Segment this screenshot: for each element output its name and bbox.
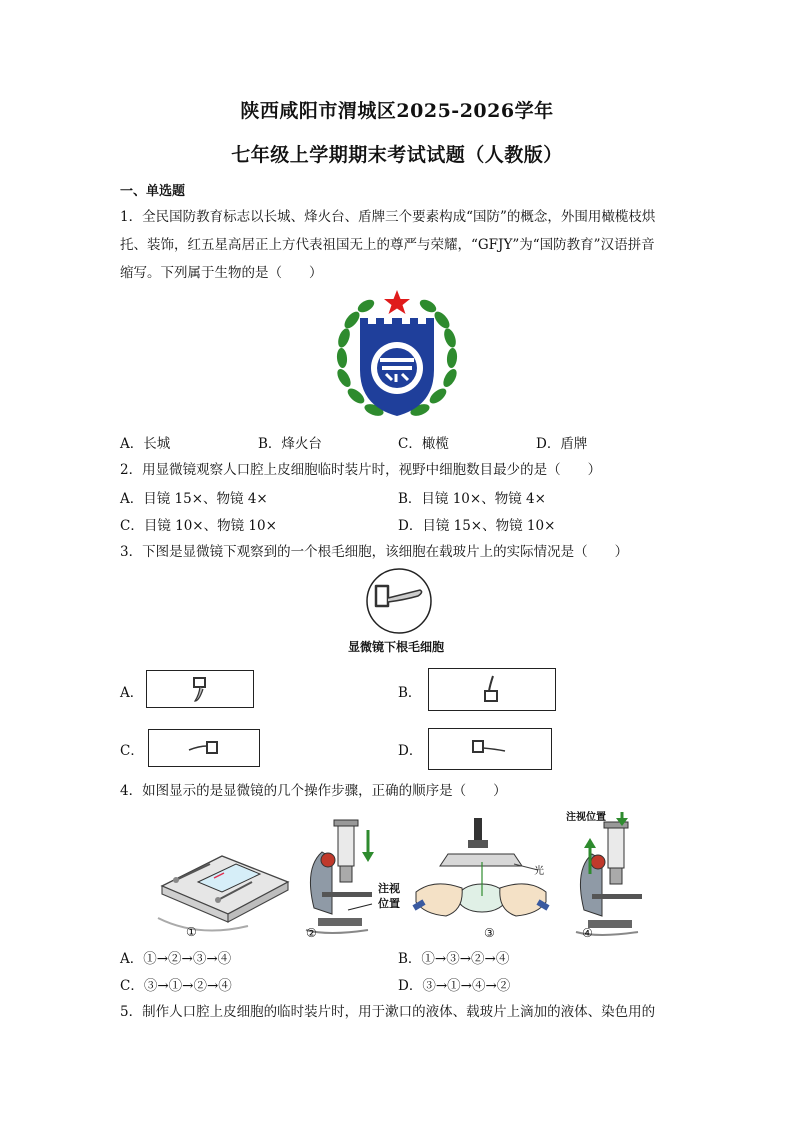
defense-emblem-icon: [330, 288, 464, 424]
q4-step4-number: ④: [582, 926, 593, 940]
q4-option-b[interactable]: B．①→③→②→④: [398, 951, 510, 967]
doc-title-line2: 七年级上学期期末考试试题（人教版）: [231, 144, 563, 166]
q1-option-d[interactable]: D．盾牌: [536, 436, 588, 452]
q1-stem-line1: 1．全民国防教育标志以长城、烽火台、盾牌三个要素构成“国防”的概念，外围用橄榄枝烘: [120, 209, 656, 225]
q4-option-c[interactable]: C．③→①→②→④: [120, 978, 232, 994]
q4-option-a[interactable]: A．①→②→③→④: [120, 951, 232, 967]
microscope-light-step3-icon: [414, 818, 548, 928]
q3-figure-caption: 显微镜下根毛细胞: [348, 640, 445, 654]
microscope-lower-step2-icon: [298, 818, 390, 942]
q5-stem-line1: 5．制作人口腔上皮细胞的临时装片时，用于漱口的液体、载玻片上滴加的液体、染色用的: [120, 1004, 656, 1020]
q4-watch-label-1: 注视: [378, 882, 400, 895]
cell-d-icon: [471, 737, 509, 759]
section-heading: 一、单选题: [120, 184, 186, 199]
q4-step1-number: ①: [186, 925, 197, 939]
q2-option-c[interactable]: C．目镜 10×、物镜 10×: [120, 518, 277, 534]
q3-stem: 3．下图是显微镜下观察到的一个根毛细胞，该细胞在载玻片上的实际情况是（ ）: [120, 544, 629, 560]
q3-option-d-box[interactable]: [428, 728, 552, 770]
q4-step3-number: ③: [484, 926, 495, 940]
q2-option-d[interactable]: D．目镜 15×、物镜 10×: [398, 518, 556, 534]
q3-option-b-box[interactable]: [428, 668, 556, 711]
q1-option-a[interactable]: A．长城: [120, 436, 171, 452]
q2-stem: 2．用显微镜观察人口腔上皮细胞临时装片时，视野中细胞数目最少的是（ ）: [120, 462, 602, 478]
q3-option-c-label[interactable]: C．: [120, 743, 144, 759]
q3-option-c-box[interactable]: [148, 729, 260, 767]
root-hair-cell-view-icon: [364, 568, 434, 634]
q2-option-a[interactable]: A．目镜 15×、物镜 4×: [120, 491, 268, 507]
q4-stem: 4．如图显示的是显微镜的几个操作步骤，正确的顺序是（ ）: [120, 783, 507, 799]
q3-option-a-label[interactable]: A．: [120, 685, 144, 701]
q2-option-b[interactable]: B．目镜 10×、物镜 4×: [398, 491, 546, 507]
q4-light-label: 光: [534, 866, 544, 877]
q3-option-a-box[interactable]: [146, 670, 254, 708]
microscope-stage-step1-icon: [158, 826, 292, 936]
microscope-raise-step4-icon: [564, 818, 656, 942]
q4-watch-label-2: 位置: [378, 897, 400, 910]
cell-a-icon: [191, 675, 211, 703]
q4-step2-number: ②: [306, 926, 317, 940]
q1-option-c[interactable]: C．橄榄: [398, 436, 449, 452]
cell-b-icon: [481, 673, 503, 705]
q3-option-b-label[interactable]: B．: [398, 685, 422, 701]
doc-title-line1: 陕西咸阳市渭城区2025-2026学年: [240, 100, 554, 122]
q4-option-d[interactable]: D．③→①→④→②: [398, 978, 511, 994]
q1-stem-line3: 缩写。下列属于生物的是（ ）: [120, 265, 323, 281]
q3-option-d-label[interactable]: D．: [398, 743, 423, 759]
q1-option-b[interactable]: B．烽火台: [258, 436, 322, 452]
q1-stem-line2: 托、装饰，红五星高居正上方代表祖国无上的尊严与荣耀，“GFJY”为“国防教育”汉语拼音: [120, 237, 655, 253]
q4-watch-label-top: 注视位置: [566, 812, 606, 823]
cell-c-icon: [187, 738, 221, 758]
